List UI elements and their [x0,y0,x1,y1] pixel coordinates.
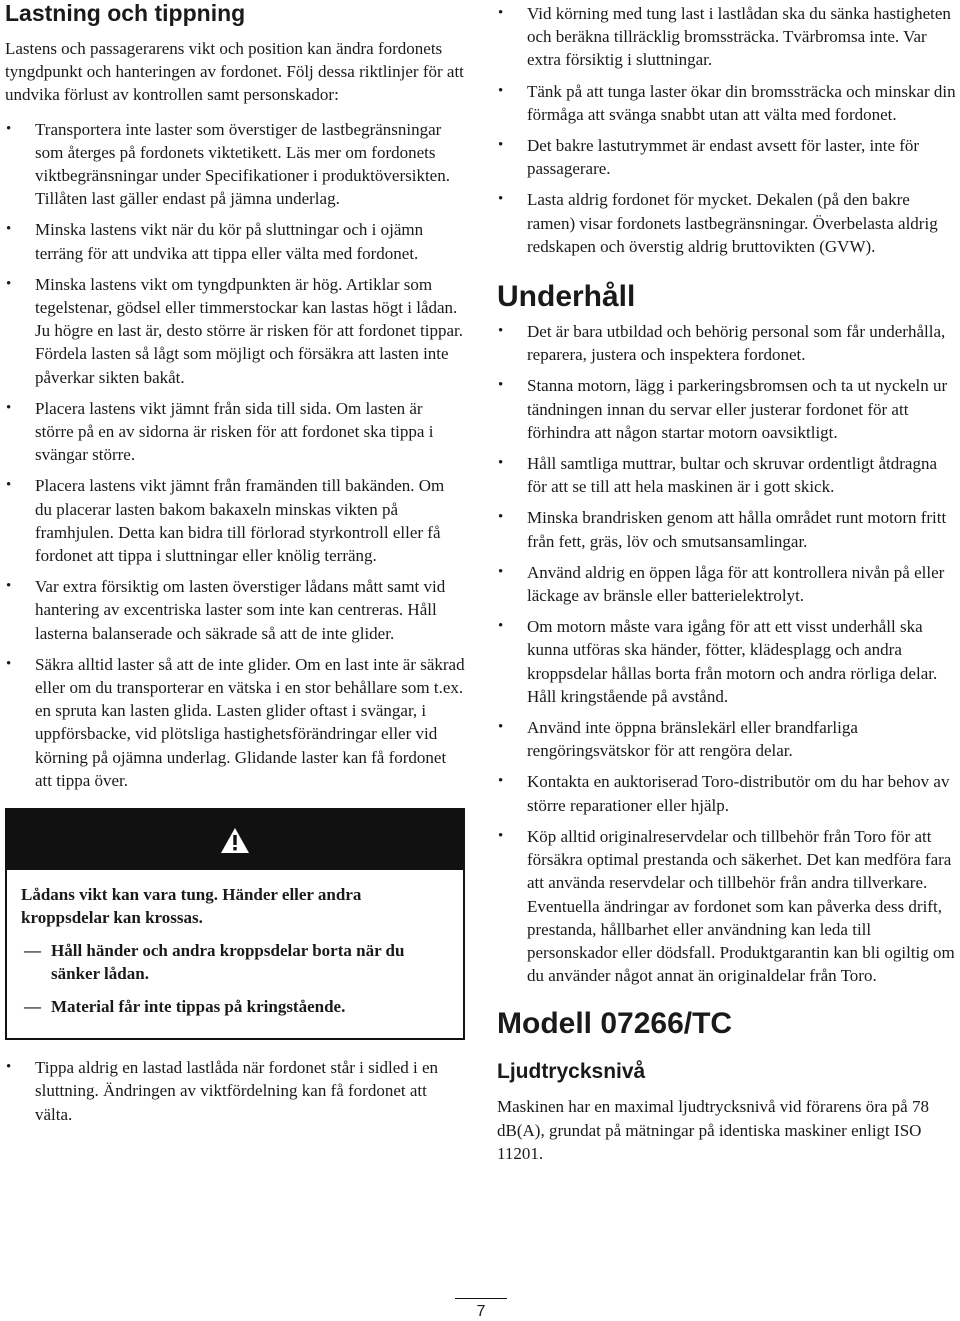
section-heading-model: Modell 07266/TC [497,1007,733,1041]
section-heading-loading: Lastning och tippning [5,0,246,26]
list-item: • Tippa aldrig en lastad lastlåda när fordonet står i sidled i en sluttning. Ändringen av viktfördelning kan få fordonet att välta. [6,1058,439,1124]
page-number: 7 [455,1298,507,1321]
bullet-icon: • [498,191,504,208]
warning-box [5,808,465,1040]
list-item: • Minska brandrisken genom att hålla området runt motorn fritt från fett, gräs, löv och smutsansamlingar. [498,508,947,551]
bullet-icon: • [498,827,504,844]
warning-triangle-icon [220,827,250,854]
list-item: • Om motorn måste vara igång för att ett visst underhåll ska kunna utföras ska händer, fötter, klädesplagg och andra kroppsdelar hållas borta från motorn och andra rörliga delar. Håll kringstående på avstånd. [498,617,938,706]
bullet-icon: • [498,377,504,394]
list-item: • Det bakre lastutrymmet är endast avsett för laster, inte för passagerare. [498,136,920,179]
dash-icon: — [24,997,41,1017]
bullet-icon: • [498,719,504,736]
bullet-icon: • [6,578,12,595]
section-heading-sound-pressure: Ljudtrycksnivå [497,1060,646,1084]
bullet-icon: • [6,477,12,494]
list-item: • Placera lastens vikt jämnt från sida till sida. Om lasten är större på en av sidorna är risken för att fordonet ska tippa i svängar större. [6,398,434,465]
list-item: • Lasta aldrig fordonet för mycket. Dekalen (på den bakre ramen) visar fordonets lastbegränsningar. Överbelasta aldrig redskapen och överstig aldrig bruttovikten (GVW). [498,190,938,256]
list-item: • Minska lastens vikt när du kör på sluttningar och i ojämn terräng för att undvika att tippa eller välta med fordonet. [6,220,424,263]
list-item: • Minska lastens vikt om tyngdpunkten är hög. Artiklar som tegelstenar, gödsel eller timmerstockar kan lastas högt i lådan. Ju högre en last är, desto större är risken för att fordonet tippar. Fördela lasten så lågt som möjligt och försäkra att lasten inte påverkar sikten bakåt. [6,274,463,387]
dash-icon: — [24,941,41,961]
bullet-icon: • [498,509,504,526]
list-item: • Håll samtliga muttrar, bultar och skruvar ordentligt åtdragna för att se till att hela maskinen är i gott skick. [498,454,938,497]
list-item: • Det är bara utbildad och behörig personal som får underhålla, reparera, justera och inspektera fordonet. [498,322,946,365]
list-item: • Köp alltid originalreservdelar och tillbehör från Toro för att försäkra optimal prestanda och säkerhet. Det kan medföra fara att använda reservdelar och tillbehör från andra tillverkare. Eventuella ändringar av fordonet som kan påverka dess drift, prestanda, hållbarhet eller användning kan leda till personskador eller dödsfall. Produktgarantin kan bli ogiltig om du använder något annat än originaldelar från Toro. [498,826,955,986]
bullet-icon: • [6,120,12,137]
bullet-icon: • [6,275,12,292]
list-item: • Säkra alltid laster så att de inte glider. Om en last inte är säkrad eller om du transporterar en vätska i en stor behållare som t.ex. en spruta kan lasten glida. Lasten glider oftast i svängar, i uppförsbacke, vid plötsliga hastighetsförändringar eller vid körning på ojämna underlag. Glidande laster kan få fordonet att tippa över. [6,654,465,790]
bullet-icon: • [498,455,504,472]
loading-bullet-list [5,118,465,792]
bullet-icon: • [498,323,504,340]
intro-paragraph: Lastens och passagerarens vikt och position kan ändra fordonets tyngdpunkt och hanteringen av fordonet. Följ dessa riktlinjer för att undvika förlust av kontrollen samt personskador: [5,39,464,105]
bullet-icon: • [6,655,12,672]
left-column [5,0,465,1134]
list-item: • Stanna motorn, lägg i parkeringsbromsen och ta ut nyckeln ur tändningen innan du servar eller justerar fordonet för att förhindra att någon startar motorn oavsiktligt. [498,376,948,442]
section-heading-maintenance: Underhåll [497,280,636,314]
bullet-icon: • [498,618,504,635]
bullet-icon: • [498,563,504,580]
loading-bullet-list-continued [497,2,957,258]
sound-pressure-paragraph: Maskinen har en maximal ljudtrycksnivå vid förarens öra på 78 dB(A), grundat på mätningar på identiska maskiner enligt ISO 11201. [497,1097,929,1163]
list-item: • Tänk på att tunga laster ökar din bromssträcka och minskar din förmåga att svänga snabbt utan att välta med fordonet. [498,81,956,124]
list-item: • Transportera inte laster som överstiger de lastbegränsningar som återges på fordonets viktetikett. Läs mer om fordonets viktbegränsningar under Specifikationer i produktöversikten. Tillåten last gäller endast på jämna underlag. [6,119,450,209]
maintenance-bullet-list [497,320,957,987]
warning-header-bar [7,810,463,870]
bullet-icon: • [498,137,504,154]
bullet-icon: • [6,399,12,416]
list-item: — Material får inte tippas på kringstående. [24,997,346,1017]
list-item: • Kontakta en auktoriserad Toro-distributör om du har behov av större reparationer eller hjälp. [498,772,950,815]
list-item: • Använd aldrig en öppen låga för att kontrollera nivån på eller läckage av bränsle eller batterielektrolyt. [498,562,945,606]
bullet-icon: • [6,1059,12,1076]
list-item: • Använd inte öppna bränslekärl eller brandfarliga rengöringsvätskor för att rengöra delar. [498,718,858,761]
right-column [497,2,957,1165]
warning-list [21,939,449,1018]
warning-body [7,870,463,1038]
list-item: — Håll händer och andra kroppsdelar borta när du sänker lådan. [24,941,405,984]
bullet-icon: • [498,82,504,99]
bullet-icon: • [498,5,504,21]
list-item: • Var extra försiktig om lasten överstiger lådans mått samt vid hantering av excentriska laster som inte kan centreras. Håll lasterna balanserade och säkrade så att de inte glider. [6,577,446,643]
list-item: • Vid körning med tung last i lastlådan ska du sänka hastigheten och beräkna tillräcklig bromssträcka. Tvärbromsa inte. Var extra försiktig i sluttningar. [498,4,951,70]
bullet-icon: • [6,221,12,238]
list-item: • Placera lastens vikt jämnt från framänden till bakänden. Om du placerar lasten bakom bakaxeln minskas vikten på framhjulen. Detta kan bidra till förlorad styrkontroll eller få fordonet att tippa i sluttningar eller knölig terräng. [6,476,445,566]
after-warning-list [5,1056,465,1126]
warning-text: Lådans vikt kan vara tung. Händer eller andra kroppsdelar kan krossas. [21,885,362,928]
bullet-icon: • [498,773,504,790]
